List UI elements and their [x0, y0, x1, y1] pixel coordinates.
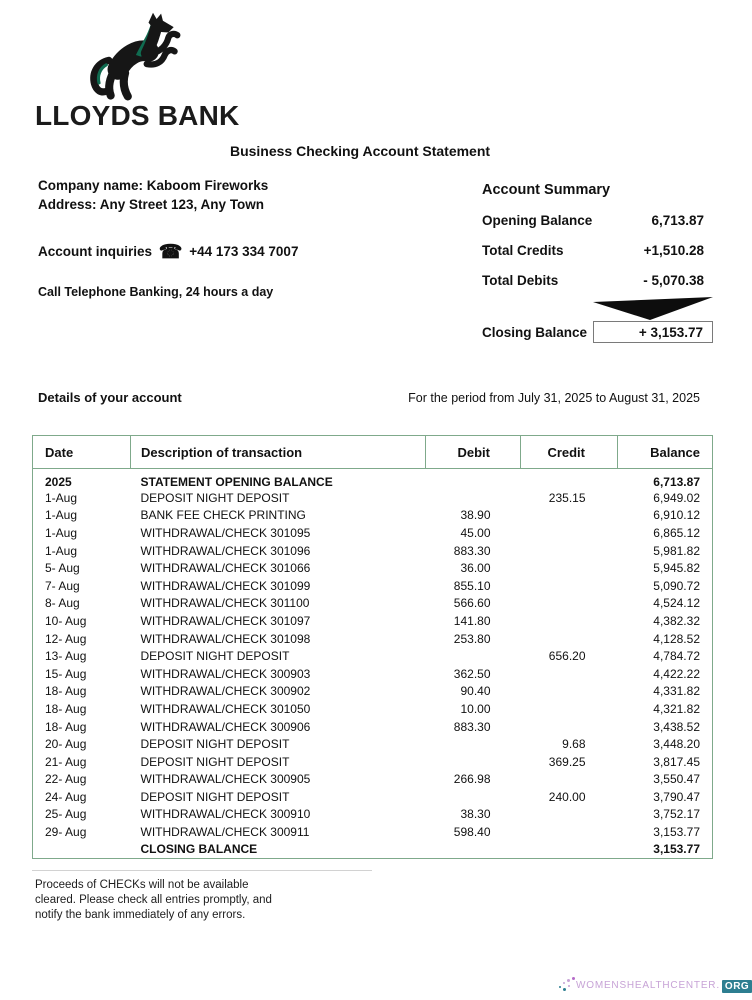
cell-debit: 266.98	[453, 772, 491, 787]
cell-date: 2025	[45, 475, 72, 489]
summary-value: 6,713.87	[651, 213, 704, 228]
summary-label: Opening Balance	[482, 213, 593, 228]
cell-description: WITHDRAWAL/CHECK 300905	[140, 772, 311, 787]
cell-description: DEPOSIT NIGHT DEPOSIT	[140, 754, 290, 769]
closing-balance-value: + 3,153.77	[593, 321, 713, 343]
table-row	[33, 806, 713, 824]
cell-debit: 855.10	[453, 578, 491, 593]
cell-balance: 4,382.32	[653, 613, 700, 628]
cell-date: 22- Aug	[45, 772, 87, 787]
cell-debit	[426, 647, 521, 665]
cell-date: 25- Aug	[45, 807, 87, 822]
transactions-table	[32, 435, 713, 859]
table-row	[33, 683, 713, 701]
cell-description: WITHDRAWAL/CHECK 301097	[140, 613, 311, 628]
table-row	[33, 595, 713, 613]
cell-date: 13- Aug	[45, 649, 87, 664]
closing-balance-label: Closing Balance	[482, 324, 588, 340]
cell-description: WITHDRAWAL/CHECK 301050	[140, 701, 311, 716]
arrow-down-icon	[593, 297, 713, 321]
column-header-credit: Credit	[521, 436, 618, 469]
cell-debit: 598.40	[453, 825, 491, 840]
cell-date: 1-Aug	[45, 525, 78, 540]
cell-balance: 5,945.82	[653, 561, 700, 576]
cell-date: 1-Aug	[45, 508, 78, 523]
cell-description: DEPOSIT NIGHT DEPOSIT	[140, 490, 290, 505]
cell-date: 21- Aug	[45, 754, 87, 769]
transactions-body	[33, 469, 713, 859]
summary-value: +1,510.28	[643, 243, 704, 258]
cell-description: CLOSING BALANCE	[140, 842, 258, 857]
watermark-org-badge: ORG	[722, 980, 752, 993]
footer-note	[35, 878, 355, 923]
cell-credit	[521, 841, 618, 859]
address-line: Address: Any Street 123, Any Town	[38, 197, 265, 212]
cell-credit	[521, 630, 618, 648]
table-row	[33, 469, 713, 490]
table-row	[33, 665, 713, 683]
footer-line: cleared. Please check all entries promptly, and	[35, 894, 272, 906]
cell-balance: 4,321.82	[653, 701, 700, 716]
cell-credit	[521, 612, 618, 630]
table-row	[33, 507, 713, 525]
table-row	[33, 823, 713, 841]
cell-debit: 45.00	[460, 525, 491, 540]
cell-credit: 369.25	[548, 754, 586, 769]
cell-debit: 38.30	[460, 807, 491, 822]
cell-date	[33, 841, 131, 859]
cell-balance: 3,550.47	[653, 772, 700, 787]
cell-description: WITHDRAWAL/CHECK 300911	[140, 825, 310, 840]
cell-debit: 38.90	[460, 508, 491, 523]
cell-balance: 5,090.72	[653, 578, 700, 593]
cell-debit: 566.60	[453, 596, 491, 611]
cell-balance: 3,817.45	[653, 754, 700, 769]
cell-balance: 4,422.22	[653, 666, 700, 681]
cell-credit	[521, 524, 618, 542]
cell-credit	[521, 595, 618, 613]
cell-date: 18- Aug	[45, 701, 87, 716]
table-header	[33, 436, 713, 469]
cell-description: WITHDRAWAL/CHECK 301098	[140, 631, 311, 646]
black-horse-icon	[83, 10, 205, 100]
summary-value: - 5,070.38	[643, 273, 704, 288]
cell-description: DEPOSIT NIGHT DEPOSIT	[140, 649, 290, 664]
cell-debit: 362.50	[453, 666, 491, 681]
summary-heading: Account Summary	[482, 182, 611, 198]
cell-balance: 6,949.02	[653, 490, 700, 505]
cell-debit	[426, 469, 521, 490]
cell-balance: 3,438.52	[653, 719, 700, 734]
cell-description: STATEMENT OPENING BALANCE	[140, 475, 333, 489]
cell-description: WITHDRAWAL/CHECK 300906	[140, 719, 311, 734]
cell-debit	[426, 788, 521, 806]
cell-credit	[521, 507, 618, 525]
footer-line: notify the bank immediately of any errors.	[35, 909, 246, 921]
cell-date: 24- Aug	[45, 789, 87, 804]
cell-balance: 5,981.82	[653, 543, 700, 558]
cell-description: WITHDRAWAL/CHECK 301100	[140, 596, 310, 611]
cell-date: 29- Aug	[45, 825, 87, 840]
cell-credit: 656.20	[548, 649, 586, 664]
cell-description: DEPOSIT NIGHT DEPOSIT	[140, 789, 290, 804]
cell-debit: 253.80	[453, 631, 491, 646]
footer-line: Proceeds of CHECKs will not be available	[35, 879, 249, 891]
cell-balance: 3,752.17	[653, 807, 700, 822]
cell-description: WITHDRAWAL/CHECK 301099	[140, 578, 311, 593]
account-inquiries-line	[38, 241, 298, 264]
cell-balance: 4,331.82	[653, 684, 700, 699]
cell-date: 1-Aug	[45, 543, 78, 558]
table-row	[33, 647, 713, 665]
summary-row-debits	[482, 273, 704, 288]
summary-label: Total Credits	[482, 243, 564, 258]
column-header-balance: Balance	[618, 436, 713, 469]
footer-divider	[32, 870, 372, 871]
cell-balance: 3,448.20	[653, 737, 700, 752]
cell-description: WITHDRAWAL/CHECK 300903	[140, 666, 311, 681]
cell-debit	[426, 841, 521, 859]
table-row	[33, 559, 713, 577]
telephone-banking-line: Call Telephone Banking, 24 hours a day	[38, 285, 274, 299]
closing-balance-row	[482, 321, 713, 343]
inquiries-label: Account inquiries	[38, 244, 153, 259]
column-header-description: Description of transaction	[131, 436, 426, 469]
summary-label: Total Debits	[482, 273, 559, 288]
cell-credit	[521, 823, 618, 841]
cell-credit	[521, 559, 618, 577]
cell-balance: 4,784.72	[653, 649, 700, 664]
cell-date: 1-Aug	[45, 490, 78, 505]
cell-description: WITHDRAWAL/CHECK 300910	[140, 807, 311, 822]
cell-credit	[521, 806, 618, 824]
cell-balance: 6,713.87	[653, 475, 700, 489]
company-name-line: Company name: Kaboom Fireworks	[38, 178, 269, 193]
page-title: Business Checking Account Statement	[229, 143, 491, 159]
watermark-text: WOMENSHEALTHCENTER.	[576, 980, 720, 991]
table-row	[33, 753, 713, 771]
table-row	[33, 630, 713, 648]
cell-debit	[426, 753, 521, 771]
cell-debit	[426, 489, 521, 507]
cell-date: 12- Aug	[45, 631, 87, 646]
cell-credit: 235.15	[548, 490, 586, 505]
table-row	[33, 735, 713, 753]
cell-debit: 90.40	[460, 684, 491, 699]
table-row	[33, 524, 713, 542]
cell-balance: 6,865.12	[653, 525, 700, 540]
cell-date: 18- Aug	[45, 719, 87, 734]
table-row	[33, 771, 713, 789]
table-row	[33, 577, 713, 595]
cell-description: DEPOSIT NIGHT DEPOSIT	[140, 737, 290, 752]
phone-number: +44 173 334 7007	[189, 244, 299, 259]
cell-credit	[521, 469, 618, 490]
cell-description: BANK FEE CHECK PRINTING	[140, 508, 306, 523]
cell-description: WITHDRAWAL/CHECK 301066	[140, 561, 311, 576]
cell-balance: 3,790.47	[653, 789, 700, 804]
cell-description: WITHDRAWAL/CHECK 300902	[140, 684, 311, 699]
watermark	[558, 971, 752, 993]
cell-credit	[521, 700, 618, 718]
cell-credit	[521, 771, 618, 789]
cell-balance: 4,128.52	[653, 631, 700, 646]
dots-icon	[558, 975, 576, 993]
cell-credit	[521, 542, 618, 560]
table-row	[33, 841, 713, 859]
cell-balance: 6,910.12	[653, 508, 700, 523]
cell-credit: 9.68	[562, 737, 586, 752]
cell-debit: 10.00	[460, 701, 491, 716]
cell-date: 15- Aug	[45, 666, 87, 681]
table-row	[33, 718, 713, 736]
cell-date: 18- Aug	[45, 684, 87, 699]
telephone-icon: ☎	[158, 242, 183, 263]
cell-date: 20- Aug	[45, 737, 87, 752]
cell-debit: 141.80	[453, 613, 491, 628]
table-row	[33, 542, 713, 560]
details-heading: Details of your account	[38, 390, 182, 405]
cell-description: WITHDRAWAL/CHECK 301095	[140, 525, 311, 540]
cell-credit	[521, 718, 618, 736]
table-row	[33, 612, 713, 630]
cell-description: WITHDRAWAL/CHECK 301096	[140, 543, 311, 558]
cell-credit	[521, 683, 618, 701]
cell-date: 10- Aug	[45, 613, 87, 628]
cell-date: 7- Aug	[45, 578, 80, 593]
column-header-date: Date	[33, 436, 131, 469]
cell-date: 8- Aug	[45, 596, 80, 611]
cell-debit: 36.00	[460, 561, 491, 576]
customer-info	[38, 176, 268, 214]
cell-balance: 3,153.77	[653, 842, 700, 857]
table-row	[33, 788, 713, 806]
statement-period: For the period from July 31, 2025 to August 31, 2025	[408, 391, 700, 405]
cell-balance: 4,524.12	[653, 596, 700, 611]
cell-balance: 3,153.77	[653, 825, 700, 840]
cell-debit: 883.30	[453, 543, 491, 558]
summary-row-credits	[482, 243, 704, 258]
cell-debit	[426, 735, 521, 753]
cell-credit: 240.00	[548, 789, 586, 804]
column-header-debit: Debit	[426, 436, 521, 469]
table-row	[33, 489, 713, 507]
table-row	[33, 700, 713, 718]
brand-name: LLOYDS BANK	[35, 100, 240, 131]
cell-credit	[521, 577, 618, 595]
summary-row-opening	[482, 213, 704, 228]
cell-date: 5- Aug	[45, 561, 80, 576]
cell-credit	[521, 665, 618, 683]
cell-debit: 883.30	[453, 719, 491, 734]
